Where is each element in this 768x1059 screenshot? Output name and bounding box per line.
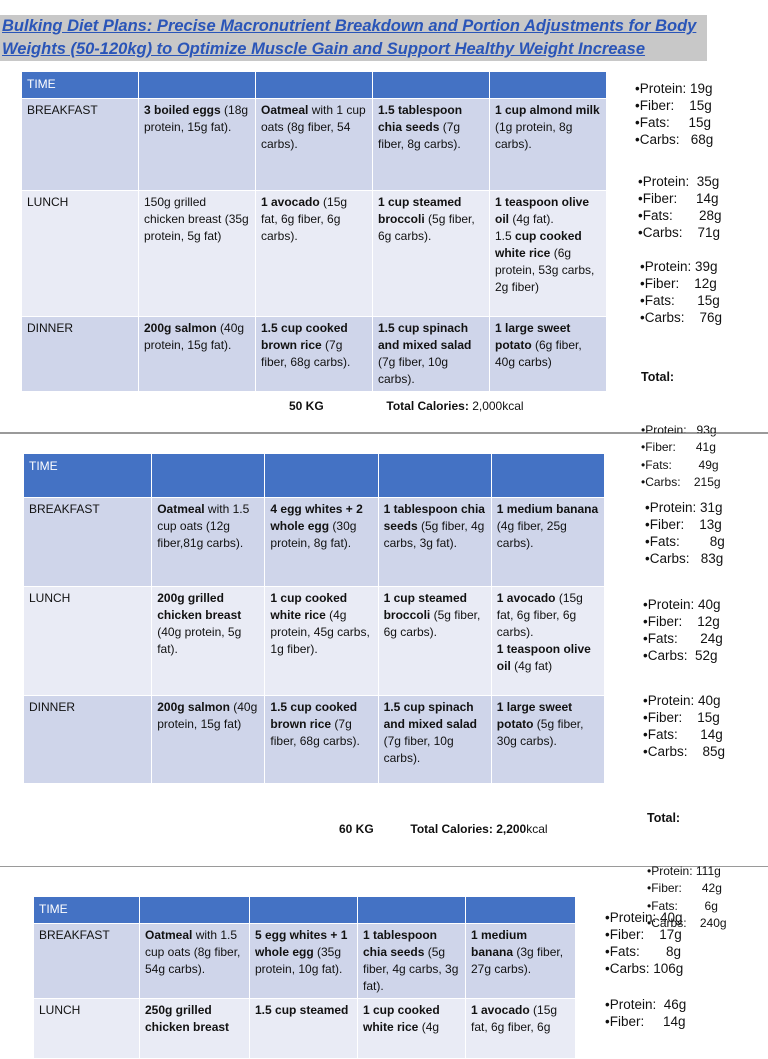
food-item: 200g salmon (157, 700, 230, 714)
total-calories-value: 2,200 (496, 822, 527, 836)
nutrition-detail: (5g fiber, 6g carbs). (383, 608, 481, 639)
food-item: 1.5 tablespoon chia seeds (378, 103, 463, 134)
total-calories-value: 2,000kcal (472, 399, 524, 413)
food-item: 1 medium banana (471, 928, 528, 959)
food-item: 1 teaspoon olive oil (495, 195, 590, 226)
macro-summary-dinner: •Protein: 40g •Fiber: 15g •Fats: 14g •Carbs: 85g (643, 693, 726, 759)
nutrition-detail: (7g fiber, 8g carbs). (378, 120, 461, 151)
food-item: Oatmeal (157, 502, 205, 516)
meal-cell (466, 924, 576, 999)
macro-summary-lunch: •Protein: 46g •Fiber: 14g (605, 997, 687, 1029)
calorie-footer-60kg (339, 822, 548, 836)
total-calories-label: Total Calories: (386, 399, 469, 413)
food-item: 3 boiled eggs (144, 103, 221, 117)
nutrition-detail: with 1 cup oats (8g fiber, 54 carbs). (261, 103, 366, 151)
title-line-1: Bulking Diet Plans: Precise Macronutrient Breakdown and Portion Adjustments for Body (2, 17, 697, 35)
food-item: 1 cup steamed broccoli (378, 195, 462, 226)
meal-cell (490, 191, 607, 317)
nutrition-detail: (4g (418, 1020, 440, 1034)
row-time-lunch: LUNCH (24, 587, 152, 696)
meal-cell (491, 696, 604, 784)
food-item: 1 cup cooked white rice (363, 1003, 440, 1034)
food-item: 1 cup almond milk (495, 103, 600, 117)
macro-summary-breakfast: •Protein: 31g •Fiber: 13g •Fats: 8g •Carbs: 83g (645, 500, 725, 566)
nutrition-detail: (7g fiber, 10g carbs). (378, 355, 449, 386)
nutrition-detail: (6g fiber, 40g carbs) (495, 338, 582, 369)
nutrition-detail: (5g fiber, 30g carbs). (496, 717, 584, 748)
food-item: Oatmeal (261, 103, 309, 117)
food-item: 1.5 cup cooked brown rice (270, 700, 358, 731)
nutrition-detail: (5g fiber, 4g carbs, 3g fat). (363, 945, 459, 993)
food-item: 1.5 cup spinach and mixed salad (378, 321, 472, 352)
title-line-2: Weights (50-120kg) to Optimize Muscle Gain and Support Healthy Weight Increase (2, 40, 646, 58)
row-time-lunch: LUNCH (22, 191, 139, 317)
row-time-lunch: LUNCH (34, 999, 140, 1059)
food-item: Oatmeal (145, 928, 193, 942)
meal-cell (491, 498, 604, 587)
food-item: 200g grilled chicken breast (157, 591, 242, 622)
food-item: 1 cup cooked white rice (270, 591, 348, 622)
nutrition-detail: (7g fiber, 68g carbs). (270, 717, 360, 748)
meal-cell (373, 99, 490, 191)
meal-cell (358, 999, 466, 1059)
nutrition-detail: (1g protein, 8g carbs). (495, 120, 573, 151)
meal-cell (140, 999, 250, 1059)
totals-values: •Protein: 111g •Fiber: 42g •Fats: 6g •Carbs: 240g (647, 863, 727, 930)
food-item: 1 tablespoon chia seeds (383, 502, 485, 533)
nutrition-detail: (40g protein, 15g fat) (157, 700, 258, 731)
nutrition-detail: (6g protein, 53g carbs, 2g fiber) (495, 246, 595, 294)
meal-cell (256, 99, 373, 191)
meal-cell (491, 587, 604, 696)
weight-label: 50 KG (289, 399, 324, 413)
nutrition-detail: (15g fat, 6g fiber, 6g carbs). (261, 195, 348, 243)
meal-cell (152, 498, 265, 587)
meal-table-third (33, 896, 576, 1059)
header-time: TIME (34, 897, 140, 924)
food-item: cup cooked white rice (495, 229, 582, 260)
nutrition-detail: with 1.5 cup oats (12g fiber,81g carbs). (157, 502, 250, 550)
meal-cell (265, 587, 378, 696)
row-time-dinner: DINNER (24, 696, 152, 784)
row-time-breakfast: BREAKFAST (34, 924, 140, 999)
header-time: TIME (24, 454, 152, 498)
total-calories-unit: kcal (526, 822, 548, 836)
food-item: 1 teaspoon olive oil (496, 642, 591, 673)
nutrition-detail: (40g protein, 5g fat). (157, 625, 242, 656)
meal-cell (378, 696, 491, 784)
meal-table-60kg (23, 453, 605, 784)
meal-cell (152, 696, 265, 784)
nutrition-detail: (15g fat, 6g fiber, 6g (471, 1003, 558, 1034)
weight-label: 60 KG (339, 822, 374, 836)
nutrition-detail: (4g fiber, 25g carbs). (496, 519, 567, 550)
calorie-footer-50kg (289, 399, 524, 413)
meal-cell (139, 191, 256, 317)
meal-cell (373, 317, 490, 392)
macro-summary-dinner: •Protein: 39g •Fiber: 12g •Fats: 15g •Carbs: 76g (640, 259, 723, 325)
row-time-breakfast: BREAKFAST (24, 498, 152, 587)
food-item: 1.5 cup cooked brown rice (261, 321, 348, 352)
row-time-dinner: DINNER (22, 317, 139, 392)
nutrition-detail: (15g fat, 6g fiber, 6g carbs). (496, 591, 583, 639)
food-item: 1 avocado (471, 1003, 530, 1017)
meal-cell (152, 587, 265, 696)
food-item: 1 avocado (496, 591, 556, 605)
meal-cell (378, 498, 491, 587)
food-item: 1.5 cup spinach and mixed salad (383, 700, 477, 731)
nutrition-detail: 150g grilled chicken breast (35g protein, 5g fat) (144, 195, 249, 243)
food-item: 4 egg whites + 2 whole egg (270, 502, 363, 533)
meal-cell (256, 191, 373, 317)
nutrition-detail: (7g fiber, 10g carbs). (383, 734, 454, 765)
meal-table-50kg (21, 71, 607, 392)
totals-values: •Protein: 93g •Fiber: 41g •Fats: 49g •Carbs: 215g (641, 422, 721, 489)
nutrition-detail: 1.5 (495, 229, 516, 243)
nutrition-detail: (30g protein, 8g fat). (270, 519, 357, 550)
meal-cell (358, 924, 466, 999)
meal-cell (490, 317, 607, 392)
food-item: 1 cup steamed broccoli (383, 591, 467, 622)
meal-cell (373, 191, 490, 317)
food-item: 1 medium banana (496, 502, 599, 516)
nutrition-detail: with 1.5 cup oats (8g fiber, 54g carbs). (145, 928, 241, 976)
food-item: 1 large sweet potato (496, 700, 573, 731)
food-item: 250g grilled chicken breast (145, 1003, 230, 1034)
food-item: 1 large sweet potato (495, 321, 571, 352)
nutrition-detail: (4g fat) (510, 659, 553, 673)
meal-cell (265, 498, 378, 587)
macro-summary-lunch: •Protein: 40g •Fiber: 12g •Fats: 24g •Carbs: 52g (643, 597, 723, 663)
nutrition-detail: (4g fat). (509, 212, 554, 226)
nutrition-detail: (5g fiber, 4g carbs, 3g fat). (383, 519, 485, 550)
food-item: 1 tablespoon chia seeds (363, 928, 438, 959)
nutrition-detail: (40g protein, 15g fat). (144, 321, 245, 352)
meal-cell (139, 317, 256, 392)
meal-cell (490, 99, 607, 191)
macro-summary-breakfast: •Protein: 19g •Fiber: 15g •Fats: 15g •Carbs: 68g (635, 81, 714, 147)
nutrition-detail: (18g protein, 15g fat). (144, 103, 249, 134)
meal-cell (265, 696, 378, 784)
food-item: 5 egg whites + 1 whole egg (255, 928, 348, 959)
food-item: 1 avocado (261, 195, 320, 209)
totals-label: Total: (641, 370, 675, 384)
nutrition-detail: (4g protein, 45g carbs, 1g fiber). (270, 608, 370, 656)
food-item: 200g salmon (144, 321, 217, 335)
macro-summary-breakfast: •Protein: 40g •Fiber: 17g •Fats: 8g •Carbs: 106g (605, 910, 684, 976)
meal-cell (140, 924, 250, 999)
macro-summary-lunch: •Protein: 35g •Fiber: 14g •Fats: 28g •Carbs: 71g (638, 174, 722, 240)
total-calories-label: Total Calories: (410, 822, 493, 836)
meal-cell (250, 999, 358, 1059)
meal-cell (139, 99, 256, 191)
food-item: 1.5 cup steamed (255, 1003, 349, 1017)
totals-label: Total: (647, 811, 681, 825)
meal-cell (250, 924, 358, 999)
row-time-breakfast: BREAKFAST (22, 99, 139, 191)
nutrition-detail: (3g fiber, 27g carbs). (471, 945, 564, 976)
meal-cell (466, 999, 576, 1059)
nutrition-detail: (35g protein, 10g fat). (255, 945, 343, 976)
nutrition-detail: (7g fiber, 68g carbs). (261, 338, 351, 369)
nutrition-detail: (5g fiber, 6g carbs). (378, 212, 475, 243)
meal-cell (256, 317, 373, 392)
header-time: TIME (22, 72, 139, 99)
meal-cell (378, 587, 491, 696)
